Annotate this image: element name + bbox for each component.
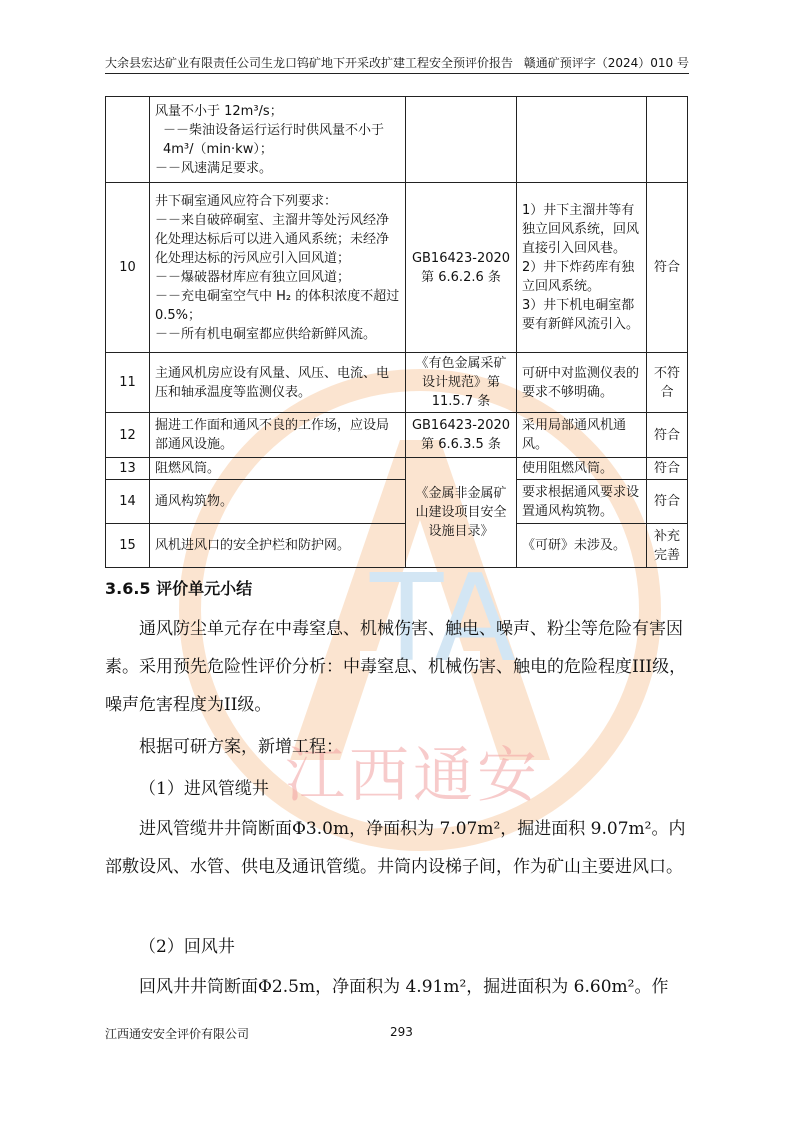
status-line: 2）井下炸药库有独立回风系统。 [522,260,635,294]
requirement-line: －－风速满足要求。 [155,160,273,176]
requirement-cell: 阻燃风筒。 [150,458,406,480]
row-number: 11 [106,353,150,413]
status-cell [517,97,647,183]
page-number: 293 [390,1025,413,1039]
status-cell [517,183,647,353]
basis-cell: GB16423-2020 第 6.6.3.5 条 [406,413,517,458]
result-cell: 符合 [647,413,688,458]
table-row [106,524,688,568]
result-cell: 不符合 [647,353,688,413]
row-number: 13 [106,458,150,480]
result-cell: 补充完善 [647,524,688,568]
status-cell: 使用阻燃风筒。 [517,458,647,480]
requirement-cell [150,97,406,183]
table-row [106,413,688,458]
result-cell: 符合 [647,183,688,353]
header-divider [105,73,689,74]
page-header [105,54,689,71]
item-heading-return-shaft: （2）回风井 [139,937,235,957]
requirements-table [105,96,688,568]
return-shaft-paragraph: 回风井井筒断面Φ2.5m，净面积为 4.91m²，掘进面积为 6.60m²。作 [139,977,669,997]
status-line: 1）井下主溜井等有独立回风系统，回风直接引入回风巷。 [522,203,640,256]
requirement-cell: 通风构筑物。 [150,480,406,524]
result-cell: 符合 [647,480,688,524]
table-row [106,353,688,413]
status-line: 3）井下机电硐室都要有新鲜风流引入。 [522,298,640,332]
row-number [106,97,150,183]
page-footer [105,1025,689,1042]
basis-cell: 《金属非金属矿山建设项目安全设施目录》 [406,458,517,568]
item-heading-intake-shaft: （1）进风管缆井 [139,779,269,799]
header-report-number: 赣通矿预评字（2024）010 号 [523,56,689,70]
row-number: 14 [106,480,150,524]
requirement-line: －－所有机电硐室都应供给新鲜风流。 [155,326,377,342]
status-cell: 要求根据通风要求设置通风构筑物。 [517,480,647,524]
requirement-line: －－来自破碎硐室、主溜井等处污风经净化处理达标后可以进入通风系统；未经净化处理达标的污风应引入回风道； [155,212,390,266]
requirement-cell [150,183,406,353]
table-row [106,97,688,183]
summary-paragraph: 通风防尘单元存在中毒窒息、机械伤害、触电、噪声、粉尘等危险有害因素。采用预先危险性评价分析：中毒窒息、机械伤害、触电的危险程度III级，噪声危害程度为II级。 [105,619,687,715]
requirement-cell: 风机进风口的安全护栏和防护网。 [150,524,406,568]
requirement-line: －－爆破器材库应有独立回风道； [155,269,351,285]
row-number: 10 [106,183,150,353]
status-cell: 《可研》未涉及。 [517,524,647,568]
svg-text:TA: TA [370,550,517,689]
header-report-title: 大余县宏达矿业有限责任公司生龙口钨矿地下开采改扩建工程安全预评价报告 [105,56,514,70]
requirement-line: 风量不小于 12m³/s； [155,103,283,119]
basis-cell: 《有色金属采矿设计规范》第 11.5.7 条 [406,353,517,413]
table-row [106,480,688,524]
basis-cell: GB16423-2020 第 6.6.2.6 条 [406,183,517,353]
intake-shaft-paragraph: 进风管缆井井筒断面Φ3.0m，净面积为 7.07m²，掘进面积 9.07m²。内部敷设风、水管、供电及通讯管缆。井筒内设梯子间，作为矿山主要进风口。 [105,819,686,877]
result-cell: 符合 [647,458,688,480]
requirement-line: －－柴油设备运行运行时供风量不小于 4m³/（min·kw）； [163,122,385,157]
row-number: 12 [106,413,150,458]
result-cell [647,97,688,183]
requirement-line: 井下硐室通风应符合下列要求： [155,193,338,209]
table-row [106,183,688,353]
table-row [106,458,688,480]
intro-paragraph: 根据可研方案，新增工程： [139,737,343,757]
basis-cell [406,97,517,183]
row-number: 15 [106,524,150,568]
status-cell: 可研中对监测仪表的要求不够明确。 [517,353,647,413]
watermark-text: 江西通安 [285,741,541,811]
requirement-cell: 主通风机房应设有风量、风压、电流、电压和轴承温度等监测仪表。 [150,353,406,413]
requirement-cell: 掘进工作面和通风不良的工作场，应设局部通风设施。 [150,413,406,458]
footer-company: 江西通安安全评价有限公司 [105,1027,250,1041]
status-cell: 采用局部通风机通风。 [517,413,647,458]
requirement-line: －－充电硐室空气中 H₂ 的体积浓度不超过 0.5%； [155,288,400,323]
section-heading: 3.6.5 评价单元小结 [105,579,253,598]
